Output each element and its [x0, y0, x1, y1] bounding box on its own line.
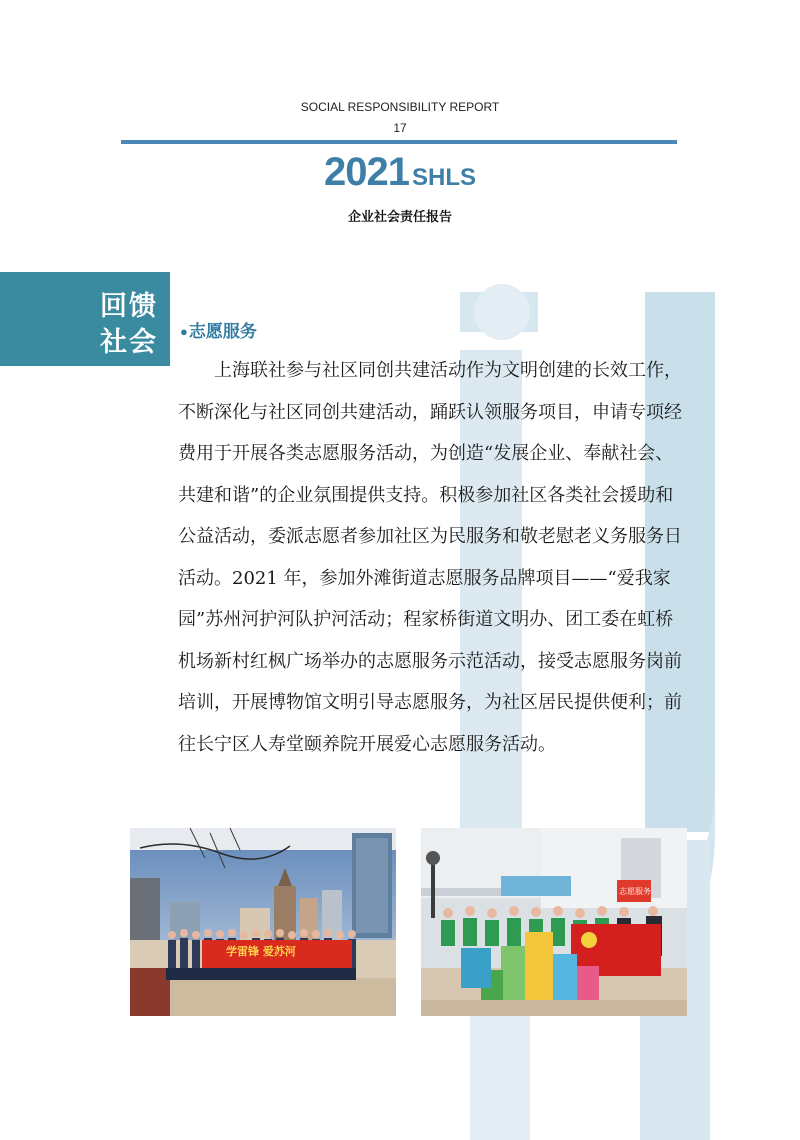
left-banner-text: 学雷锋 爱苏河 [226, 945, 296, 958]
brand-logo [0, 150, 800, 195]
photo-volunteers-river [130, 828, 396, 1016]
subheading [180, 317, 257, 342]
header-divider [121, 140, 677, 144]
subheading-text: 志愿服务 [188, 322, 257, 341]
page-number: 17 [393, 121, 407, 135]
photo-volunteers-square-image [421, 828, 687, 1016]
photo-volunteers-square [421, 828, 687, 1016]
right-sign-text: 志愿服务 [619, 887, 651, 896]
photo-volunteers-river-image [130, 828, 396, 1016]
body-paragraph: 上海联社参与社区同创共建活动作为文明创建的长效工作，不断深化与社区同创共建活动，踊跃认领服务项目，申请专项经费用于开展各类志愿服务活动，为创造“发展企业、奉献社会、共建和谐”的企业氛围提供支持。积极参加社区各类社会援助和公益活动，委派志愿者参加社区为民服务和敬老慰老义务服务日活动。2021 年，参加外滩街道志愿服务品牌项目——“爱我家园”苏州河护河队护河活动；程家桥街道文明办、团工委在虹桥机场新村红枫广场举办的志愿服务示范活动，接受志愿服务岗前培训，开展博物馆文明引导志愿服务，为社区居民提供便利；前往长宁区人寿堂颐养院开展爱心志愿服务活动。 [178, 360, 682, 755]
section-tab-line1: 回馈 [100, 291, 158, 321]
bullet-icon: ● [180, 324, 188, 339]
brand-code: SHLS [411, 164, 476, 191]
brand-year: 2021 [324, 150, 409, 194]
brand-subtitle: 企业社会责任报告 [347, 209, 452, 224]
section-tab [0, 272, 170, 366]
section-tab-line2: 社会 [100, 327, 158, 357]
report-title: SOCIAL RESPONSIBILITY REPORT [300, 100, 500, 114]
